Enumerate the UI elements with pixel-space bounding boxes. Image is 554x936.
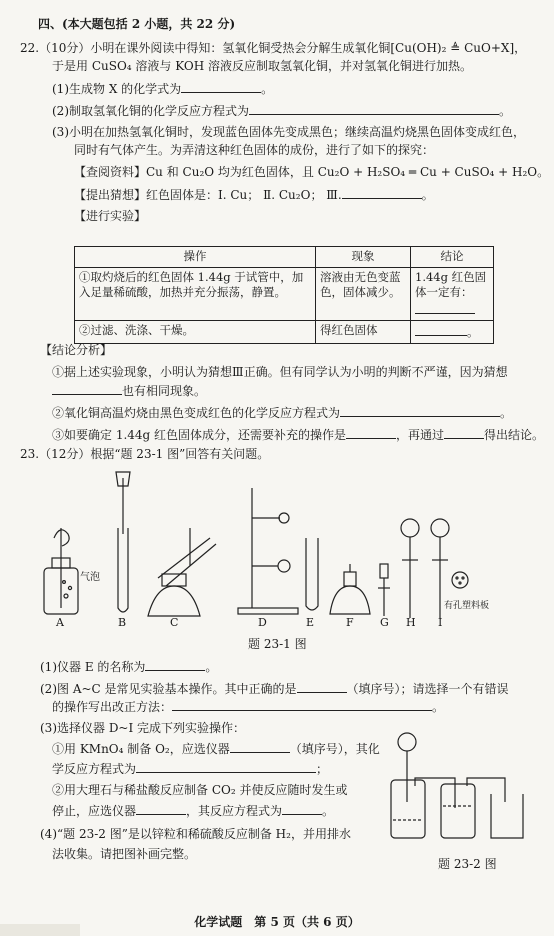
q22-intro-2: 于是用 CuSO₄ 溶液与 KOH 溶液反应制取氢氧化铜，并对氢氧化铜进行加热。	[52, 59, 472, 73]
q22-part-3a: (3)小明在加热氢氧化铜时，发现蓝色固体先变成黑色；继续高温灼烧黑色固体变成红色，	[52, 125, 526, 139]
q22-info: 【查阅资料】Cu 和 Cu₂O 均为红色固体，且 Cu₂O + H₂SO₄ ═ Cu + CuSO₄ + H₂O。	[74, 165, 550, 179]
fig-label-b: B	[118, 616, 127, 628]
q22-part-1: (1)生成物 X 的化学式为 。	[52, 82, 274, 96]
q23-part-1-text: (1)仪器 E 的名称为	[40, 660, 146, 674]
q23-part-3a-eq: 学反应方程式为 ；	[52, 762, 329, 776]
q23-part-2c: 的操作写出改正方法： 。	[52, 700, 445, 714]
fig-caption-23-2: 题 23-2 图	[438, 857, 497, 871]
apparatus-g-dropper	[378, 564, 390, 616]
fig-label-e: E	[306, 616, 315, 628]
q23-intro: 23.（12分）根据“题 23-1 图”回答有关问题。	[20, 447, 270, 461]
q23-part-3b-text-2: 停止，应选仪器	[52, 804, 137, 818]
experiment-table	[74, 246, 494, 344]
table-cell-text: 1.44g 红色固体一定有：	[415, 269, 487, 300]
answer-blank[interactable]	[282, 802, 322, 815]
hydrogen-apparatus-figure	[385, 730, 535, 852]
q23-part-2b-text: （填序号）；请选择一个有错误	[346, 682, 509, 696]
fig-label-d: D	[258, 616, 267, 628]
q23-part-3a	[52, 740, 380, 757]
answer-blank[interactable]	[444, 426, 484, 439]
q23-part-4b: 法收集。请把图补画完整。	[52, 847, 197, 861]
apparatus-d-stand	[238, 488, 298, 614]
table-header: 操作	[75, 247, 316, 268]
q23-part-3a-text-3: 学反应方程式为	[52, 762, 137, 776]
q23-part-3b-text-3: ，其反应方程式为	[186, 804, 283, 818]
q22-part-2: (2)制取氢氧化铜的化学反应方程式为 。	[52, 104, 512, 118]
answer-blank[interactable]	[136, 802, 186, 815]
table-row	[75, 267, 494, 321]
table-cell: 溶液由无色变蓝色，固体减少。	[316, 267, 411, 321]
answer-blank[interactable]	[172, 698, 432, 711]
table-header: 结论	[411, 247, 494, 268]
table-header: 现象	[316, 247, 411, 268]
q22-part-3b: 同时有气体产生。为弄清这种红色固体的成份，进行了如下的探究：	[74, 143, 435, 157]
q22-c1a: ①据上述实验现象，小明认为猜想Ⅲ正确。但有同学认为小明的判断不严谨，因为猜想	[52, 365, 508, 379]
table-cell	[411, 267, 494, 321]
fig-label-h: H	[406, 616, 416, 628]
answer-blank[interactable]	[181, 80, 261, 93]
q22-c3-text-a: ③如要确定 1.44g 红色固体成分，还需要补充的操作是	[52, 428, 347, 442]
table-cell: 。	[411, 321, 494, 344]
q23-part-3a-text-2: （填序号），其化	[289, 742, 380, 756]
q23-part-1: (1)仪器 E 的名称为 。	[40, 660, 218, 674]
fig-caption-23-1: 题 23-1 图	[248, 637, 307, 651]
q23-part-2c-text: 的操作写出改正方法：	[52, 700, 173, 714]
fig-label-a: A	[56, 616, 64, 628]
answer-blank[interactable]	[145, 658, 205, 671]
plate-label: 有孔塑料板	[444, 601, 490, 611]
q22-exp-label: 【进行实验】	[74, 209, 147, 223]
fig-label-g: G	[380, 616, 389, 628]
answer-blank[interactable]	[136, 760, 316, 773]
q23-part-3b: ②用大理石与稀盐酸反应制备 CO₂ 并使反应随时发生或	[52, 783, 348, 797]
q22-hypothesis: 【提出猜想】红色固体是：Ⅰ. Cu； Ⅱ. Cu₂O； Ⅲ. 。	[74, 188, 434, 202]
answer-blank[interactable]	[415, 301, 475, 314]
q23-part-2a-text: (2)图 A~C 是常见实验基本操作。其中正确的是	[40, 682, 297, 696]
apparatus-f-lamp	[330, 564, 370, 614]
fig-label-c: C	[170, 616, 179, 628]
fig-label-f: F	[346, 616, 354, 628]
table-row	[75, 321, 494, 344]
fig-label-i: I	[438, 616, 443, 628]
apparatus-b-tube	[116, 472, 130, 612]
apparatus-a-bottle	[44, 528, 78, 614]
answer-blank[interactable]	[297, 680, 347, 693]
q22-c1b	[52, 382, 206, 399]
answer-blank[interactable]	[249, 102, 499, 115]
section-title: 四、(本大题包括 2 小题，共 22 分)	[38, 17, 236, 31]
table-cell: ①取灼烧后的红色固体 1.44g 于试管中，加入足量稀硫酸，加热并充分振荡，静置。	[75, 267, 316, 321]
q23-part-2a	[40, 680, 509, 697]
q22-part-1-text: (1)生成物 X 的化学式为	[52, 82, 182, 96]
answer-blank[interactable]	[230, 740, 290, 753]
answer-blank[interactable]	[52, 382, 122, 395]
answer-blank[interactable]	[342, 186, 422, 199]
apparatus-figure	[40, 468, 510, 628]
q23-part-3a-text: ①用 KMnO₄ 制备 O₂，应选仪器	[52, 742, 230, 756]
bubble-label: 气泡	[80, 572, 100, 583]
answer-blank[interactable]	[415, 323, 467, 336]
apparatus-h-funnel	[401, 519, 419, 618]
q22-part-2-text: (2)制取氢氧化铜的化学反应方程式为	[52, 104, 249, 118]
q22-c2-text: ②氧化铜高温灼烧由黑色变成红色的化学反应方程式为	[52, 406, 341, 420]
q22-c3-text-c: 得出结论。	[484, 428, 545, 442]
q22-hyp-text: 【提出猜想】红色固体是：Ⅰ. Cu； Ⅱ. Cu₂O； Ⅲ.	[74, 188, 342, 202]
answer-blank[interactable]	[346, 426, 396, 439]
table-cell: ②过滤、洗涤、干燥。	[75, 321, 316, 344]
q22-c2: ②氧化铜高温灼烧由黑色变成红色的化学反应方程式为 。	[52, 406, 513, 420]
page-footer: 化学试题 第 5 页（共 6 页）	[194, 915, 360, 929]
apparatus-e-test-tube	[306, 538, 318, 610]
table-cell: 得红色固体	[316, 321, 411, 344]
q23-part-3b-2: 停止，应选仪器 ，其反应方程式为 。	[52, 804, 335, 818]
q23-part-4a: (4)“题 23-2 图”是以锌粒和稀硫酸反应制备 H₂，并用排水	[40, 827, 351, 841]
q22-conclusion-label: 【结论分析】	[40, 343, 113, 357]
q22-c1b-text: 也有相同现象。	[122, 384, 207, 398]
table-header-row	[75, 247, 494, 268]
answer-blank[interactable]	[340, 404, 500, 417]
corner-logo	[0, 924, 80, 936]
q22-intro-1: 22.（10分）小明在课外阅读中得知：氢氧化铜受热会分解生成氧化铜[Cu(OH)₂ ≜ CuO+X]，	[20, 41, 527, 55]
q22-c3-text-b: ，再通过	[396, 428, 445, 442]
q22-c3	[52, 426, 544, 443]
apparatus-c-heating	[148, 528, 216, 616]
q23-part-3: (3)选择仪器 D~I 完成下列实验操作：	[40, 721, 246, 735]
